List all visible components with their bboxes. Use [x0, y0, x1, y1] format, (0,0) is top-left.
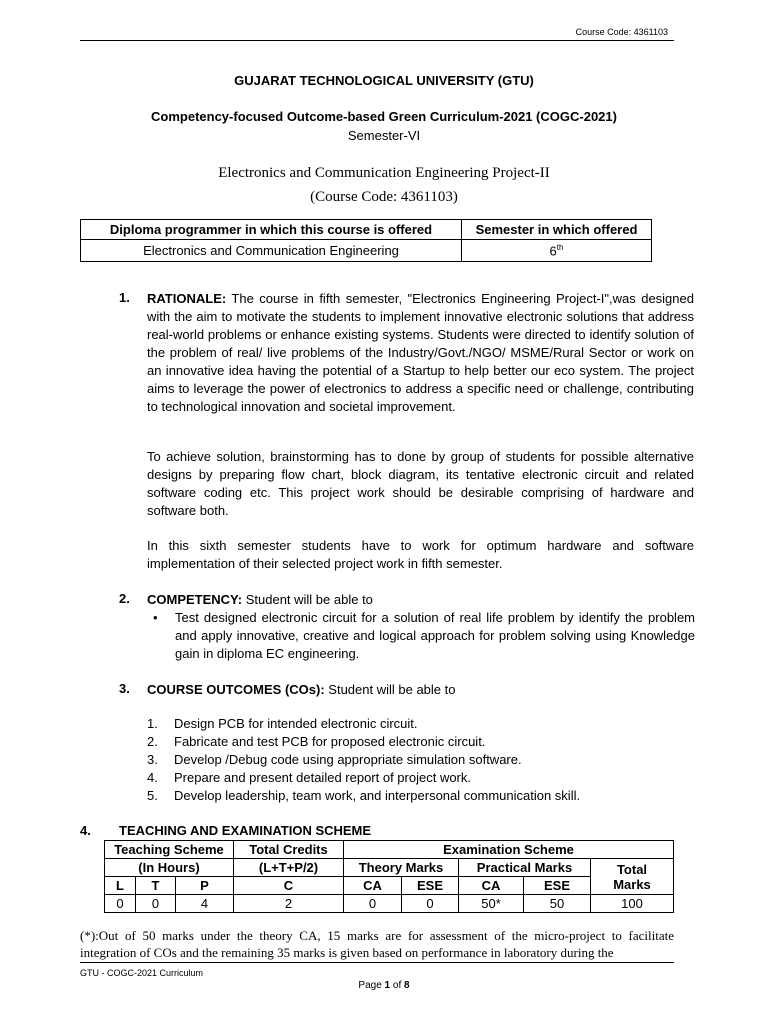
total-marks-header: Total Marks — [591, 859, 674, 895]
curriculum-title: Competency-focused Outcome-based Green Curriculum-2021 (COGC-2021) — [151, 109, 617, 124]
credits-formula-header: (L+T+P/2) — [234, 859, 344, 877]
footer-curriculum: GTU - COGC-2021 Curriculum — [80, 968, 204, 978]
val-practical-ca: 50* — [459, 895, 524, 913]
col-p: P — [176, 877, 234, 895]
scheme-heading: TEACHING AND EXAMINATION SCHEME — [119, 823, 372, 838]
course-name: Electronics and Communication Engineering Project-II — [218, 165, 550, 181]
competency-heading: COMPETENCY: Student will be able to — [147, 592, 373, 607]
val-l: 0 — [105, 895, 136, 913]
theory-marks-header: Theory Marks — [344, 859, 459, 877]
val-c: 2 — [234, 895, 344, 913]
list-item: 4. Prepare and present detailed report of project work. — [147, 770, 472, 785]
list-item: 3. Develop /Debug code using appropriate simulation software. — [147, 752, 522, 767]
competency-bullet — [153, 609, 695, 663]
rationale-number: 1. — [119, 290, 130, 305]
col-theory-ese: ESE — [402, 877, 459, 895]
credits-header: Total Credits — [234, 841, 344, 859]
teaching-hours-header: (In Hours) — [105, 859, 234, 877]
exam-scheme-header: Examination Scheme — [344, 841, 674, 859]
practical-marks-header: Practical Marks — [459, 859, 591, 877]
semester-title: Semester-VI — [347, 128, 421, 143]
footer-rule — [80, 962, 674, 963]
list-item: 1. Design PCB for intended electronic circuit. — [147, 716, 418, 731]
competency-text: Test designed electronic circuit for a solution of real life problem by identify the problem and apply innovative, creative and logical approach for problem solving using Knowledge gain in diploma EC engineering. — [175, 610, 695, 661]
val-theory-ese: 0 — [402, 895, 459, 913]
col-practical-ese: ESE — [524, 877, 591, 895]
offer-programme: Electronics and Communication Engineering — [81, 240, 462, 262]
bullet-icon: • — [153, 610, 158, 625]
university-title: GUJARAT TECHNOLOGICAL UNIVERSITY (GTU) — [234, 73, 534, 88]
rationale-paragraph-2: To achieve solution, brainstorming has to done by group of students for possible alternative designs by preparing flow chart, block diagram, its tentative electronic circuit and related software coding etc. This project work should be desirable comprising of hardware and software both. — [147, 449, 694, 518]
scheme-table — [104, 840, 674, 913]
val-p: 4 — [176, 895, 234, 913]
col-t: T — [136, 877, 176, 895]
col-l: L — [105, 877, 136, 895]
rationale-paragraph-3: In this sixth semester students have to work for optimum hardware and software implementation of their selected project work in fifth semester. — [147, 538, 694, 571]
offer-header-programme: Diploma programmer in which this course is offered — [81, 220, 462, 240]
outcomes-heading: COURSE OUTCOMES (COs): Student will be able to — [147, 682, 456, 697]
col-c: C — [234, 877, 344, 895]
offer-table — [80, 219, 652, 262]
outcomes-number: 3. — [119, 681, 130, 696]
list-item: 5. Develop leadership, team work, and interpersonal communication skill. — [147, 788, 581, 803]
list-item: 2. Fabricate and test PCB for proposed electronic circuit. — [147, 734, 486, 749]
col-theory-ca: CA — [344, 877, 402, 895]
competency-number: 2. — [119, 591, 130, 606]
header-course-code: Course Code: 4361103 — [575, 27, 668, 37]
teaching-scheme-header: Teaching Scheme — [105, 841, 234, 859]
footnote: (*):Out of 50 marks under the theory CA, 15 marks are for assessment of the micro-project to facilitate integration of COs and the remaining 35 marks is given based on performance in laboratory during the — [80, 928, 674, 960]
offer-header-semester: Semester in which offered — [462, 220, 652, 240]
page-number: Page 1 of 8 — [358, 980, 410, 991]
rationale-paragraph-1: RATIONALE: The course in fifth semester, "Electronics Engineering Project-I",was designed with the aim to motivate the students to implement innovative electronic solutions that address real-world problems or enhance existing systems. Students were directed to identify solution of the problem of real/ live problems of the Industry/Govt./NGO/ MSME/Rural Sector or work on an innovative idea having the potential of a Startup to help better our eco system. The project aims to leverage the power of electronics to address a specific need or challenge, contributing to technological innovation and societal improvement. — [147, 291, 694, 414]
outcomes-list — [147, 715, 647, 805]
val-total: 100 — [591, 895, 674, 913]
course-code-title: (Course Code: 4361103) — [310, 189, 458, 205]
val-t: 0 — [136, 895, 176, 913]
val-theory-ca: 0 — [344, 895, 402, 913]
col-practical-ca: CA — [459, 877, 524, 895]
scheme-number: 4. — [80, 823, 91, 838]
header-rule — [80, 40, 674, 41]
val-practical-ese: 50 — [524, 895, 591, 913]
offer-semester: 6th — [462, 240, 652, 262]
